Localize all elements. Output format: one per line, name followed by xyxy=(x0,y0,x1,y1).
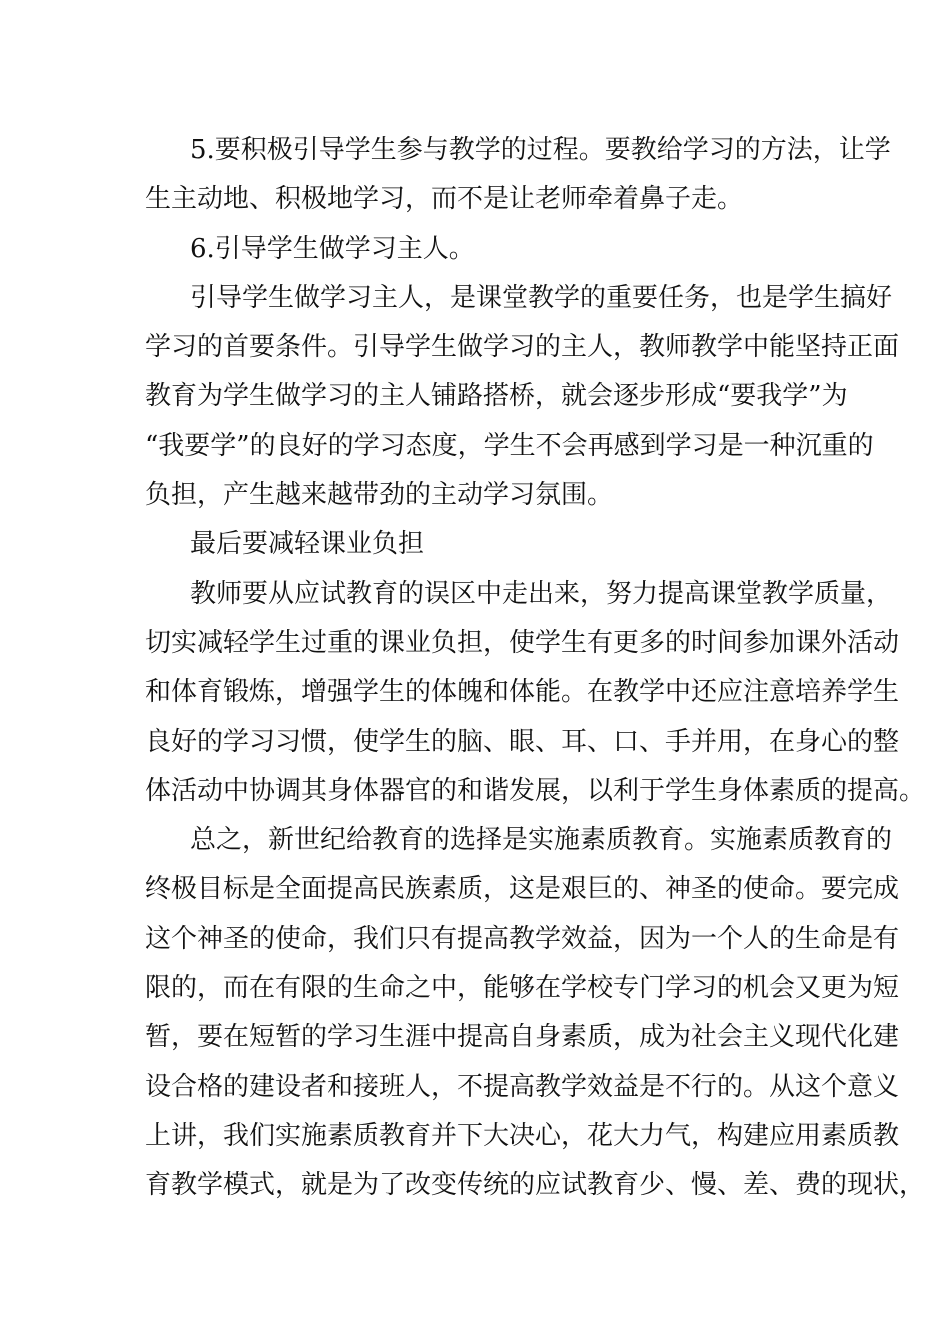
section-heading: 最后要减轻课业负担 xyxy=(190,529,425,560)
document-body xyxy=(145,126,926,1211)
text-line: 限的，而在有限的生命之中，能够在学校专门学习的机会又更为短 xyxy=(145,973,900,1004)
text-line: “我要学”的良好的学习态度，学生不会再感到学习是一种沉重的 xyxy=(145,430,874,461)
text-line: 学习的首要条件。引导学生做学习的主人，教师教学中能坚持正面 xyxy=(145,332,900,363)
text-line: 总之，新世纪给教育的选择是实施素质教育。实施素质教育的 xyxy=(190,825,893,856)
text-line: 良好的学习习惯，使学生的脑、眼、耳、口、手并用，在身心的整 xyxy=(145,726,900,757)
text-line: 5.要积极引导学生参与教学的过程。要教给学习的方法，让学 xyxy=(190,135,891,165)
text-line: 体活动中协调其身体器官的和谐发展，以利于学生身体素质的提高。 xyxy=(145,775,926,806)
text-line: 终极目标是全面提高民族素质，这是艰巨的、神圣的使命。要完成 xyxy=(145,874,900,905)
text-line: 切实减轻学生过重的课业负担，使学生有更多的时间参加课外活动 xyxy=(145,627,900,658)
text-line: 育教学模式，就是为了改变传统的应试教育少、慢、差、费的现状， xyxy=(145,1170,926,1201)
text-line: 上讲，我们实施素质教育并下大决心，花大力气，构建应用素质教 xyxy=(145,1120,900,1151)
text-line: 负担，产生越来越带劲的主动学习氛围。 xyxy=(145,480,614,511)
text-line: 设合格的建设者和接班人，不提高教学效益是不行的。从这个意义 xyxy=(145,1071,900,1102)
text-line: 教师要从应试教育的误区中走出来，努力提高课堂教学质量， xyxy=(190,578,893,609)
text-line: 这个神圣的使命，我们只有提高教学效益，因为一个人的生命是有 xyxy=(145,923,900,954)
text-line: 6.引导学生做学习主人。 xyxy=(190,233,475,264)
text-line: 和体育锻炼，增强学生的体魄和体能。在教学中还应注意培养学生 xyxy=(145,677,900,708)
text-line: 生主动地、积极地学习，而不是让老师牵着鼻子走。 xyxy=(145,184,744,215)
text-line: 引导学生做学习主人，是课堂教学的重要任务，也是学生搞好 xyxy=(190,282,893,313)
text-line: 暂，要在短暂的学习生涯中提高自身素质，成为社会主义现代化建 xyxy=(145,1022,900,1053)
text-line: 教育为学生做学习的主人铺路搭桥，就会逐步形成“要我学”为 xyxy=(145,381,848,412)
